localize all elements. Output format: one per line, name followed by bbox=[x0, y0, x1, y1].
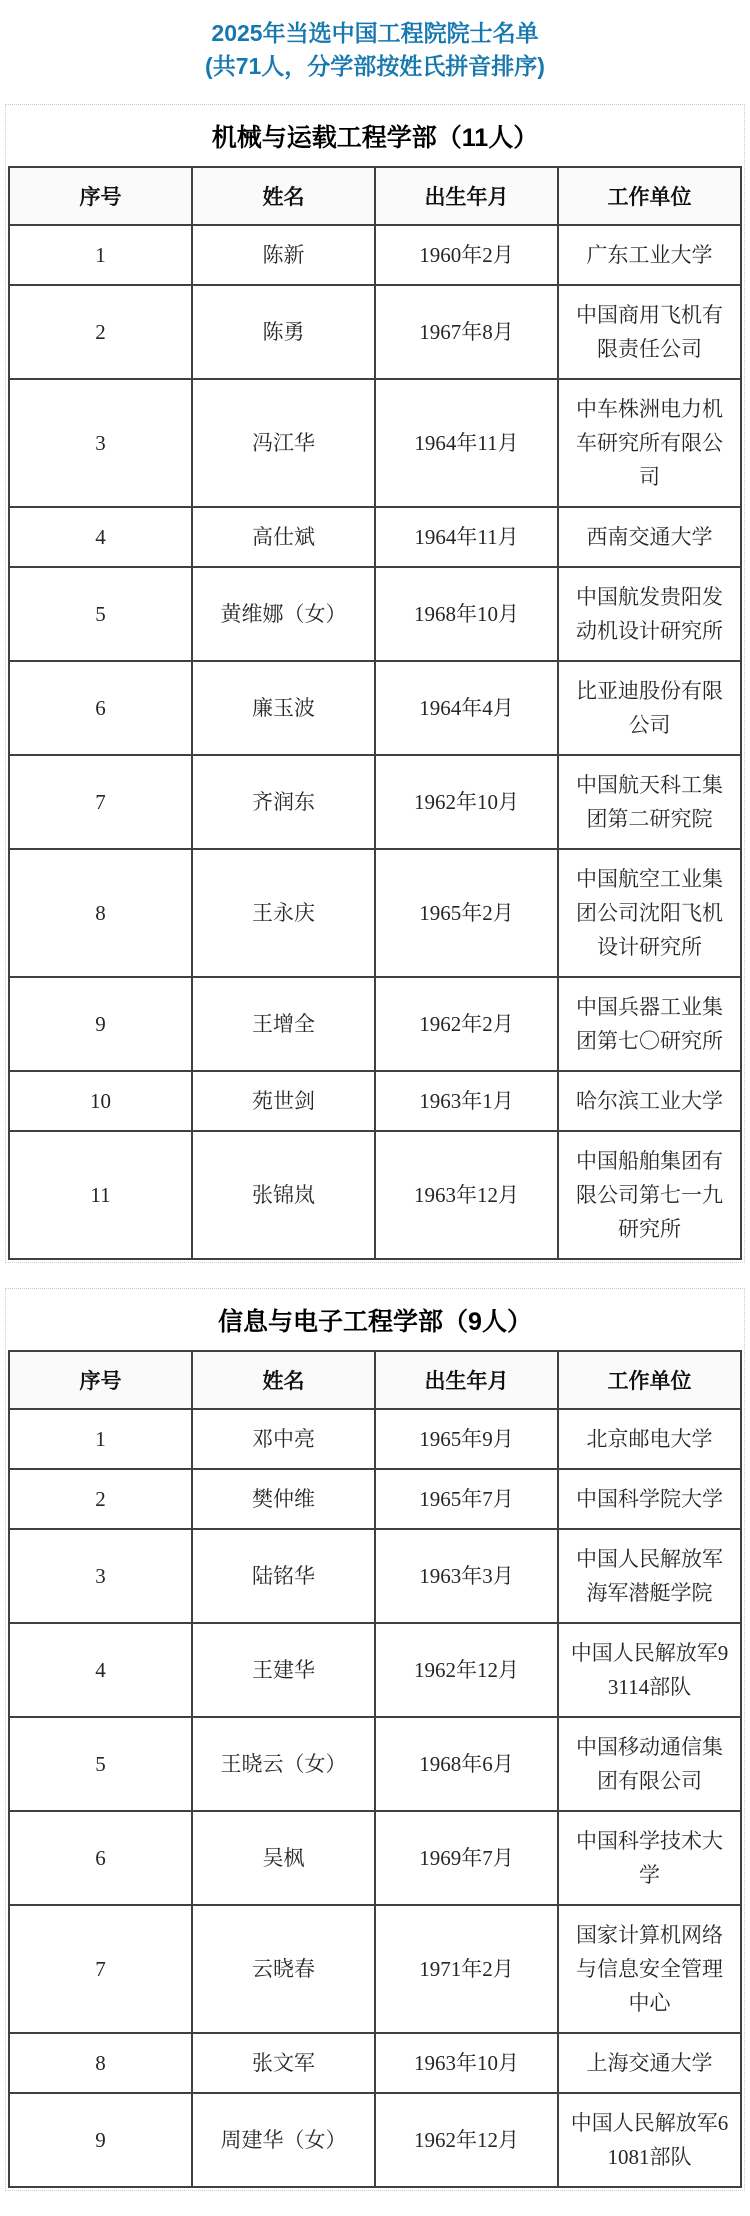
cell-index: 6 bbox=[9, 661, 192, 755]
cell-workunit: 中国移动通信集团有限公司 bbox=[558, 1717, 741, 1811]
cell-birthdate: 1964年11月 bbox=[375, 379, 558, 507]
cell-birthdate: 1962年12月 bbox=[375, 2093, 558, 2187]
cell-name: 王增全 bbox=[192, 977, 375, 1071]
cell-name: 陈勇 bbox=[192, 285, 375, 379]
cell-workunit: 中国人民解放军海军潜艇学院 bbox=[558, 1529, 741, 1623]
cell-index: 9 bbox=[9, 2093, 192, 2187]
table-row bbox=[9, 2093, 741, 2187]
table-row bbox=[9, 849, 741, 977]
cell-index: 4 bbox=[9, 1623, 192, 1717]
cell-index: 10 bbox=[9, 1071, 192, 1131]
cell-index: 2 bbox=[9, 1469, 192, 1529]
table-row bbox=[9, 507, 741, 567]
cell-birthdate: 1969年7月 bbox=[375, 1811, 558, 1905]
table-row bbox=[9, 661, 741, 755]
table-row bbox=[9, 285, 741, 379]
cell-name: 云晓春 bbox=[192, 1905, 375, 2033]
roster-table bbox=[8, 1350, 742, 2188]
column-header: 序号 bbox=[9, 1351, 192, 1409]
cell-birthdate: 1963年10月 bbox=[375, 2033, 558, 2093]
cell-birthdate: 1964年11月 bbox=[375, 507, 558, 567]
cell-name: 王建华 bbox=[192, 1623, 375, 1717]
cell-workunit: 中国人民解放军61081部队 bbox=[558, 2093, 741, 2187]
cell-birthdate: 1971年2月 bbox=[375, 1905, 558, 2033]
section-title: 机械与运载工程学部（11人） bbox=[211, 123, 539, 152]
cell-index: 4 bbox=[9, 507, 192, 567]
cell-name: 吴枫 bbox=[192, 1811, 375, 1905]
cell-index: 9 bbox=[9, 977, 192, 1071]
cell-name: 齐润东 bbox=[192, 755, 375, 849]
cell-birthdate: 1962年12月 bbox=[375, 1623, 558, 1717]
cell-birthdate: 1960年2月 bbox=[375, 225, 558, 285]
cell-index: 8 bbox=[9, 849, 192, 977]
cell-workunit: 中国船舶集团有限公司第七一九研究所 bbox=[558, 1131, 741, 1259]
table-row bbox=[9, 1469, 741, 1529]
cell-name: 黄维娜（女） bbox=[192, 567, 375, 661]
column-header: 工作单位 bbox=[558, 1351, 741, 1409]
cell-name: 王晓云（女） bbox=[192, 1717, 375, 1811]
page-title: 2025年当选中国工程院院士名单 bbox=[211, 20, 539, 46]
table-row bbox=[9, 567, 741, 661]
cell-index: 5 bbox=[9, 1717, 192, 1811]
cell-workunit: 中国科学院大学 bbox=[558, 1469, 741, 1529]
column-header: 姓名 bbox=[192, 1351, 375, 1409]
cell-workunit: 中车株洲电力机车研究所有限公司 bbox=[558, 379, 741, 507]
cell-workunit: 中国科学技术大学 bbox=[558, 1811, 741, 1905]
table-row bbox=[9, 1623, 741, 1717]
cell-workunit: 西南交通大学 bbox=[558, 507, 741, 567]
cell-index: 8 bbox=[9, 2033, 192, 2093]
cell-index: 11 bbox=[9, 1131, 192, 1259]
table-row bbox=[9, 2033, 741, 2093]
department-section bbox=[5, 104, 745, 1263]
cell-workunit: 中国航天科工集团第二研究院 bbox=[558, 755, 741, 849]
cell-birthdate: 1965年2月 bbox=[375, 849, 558, 977]
column-header: 出生年月 bbox=[375, 1351, 558, 1409]
cell-birthdate: 1963年3月 bbox=[375, 1529, 558, 1623]
table-row bbox=[9, 1409, 741, 1469]
column-header: 序号 bbox=[9, 167, 192, 225]
table-row bbox=[9, 1905, 741, 2033]
cell-birthdate: 1967年8月 bbox=[375, 285, 558, 379]
table-row bbox=[9, 977, 741, 1071]
cell-birthdate: 1963年1月 bbox=[375, 1071, 558, 1131]
table-row bbox=[9, 1529, 741, 1623]
table-row bbox=[9, 1717, 741, 1811]
cell-name: 樊仲维 bbox=[192, 1469, 375, 1529]
cell-birthdate: 1968年10月 bbox=[375, 567, 558, 661]
cell-name: 周建华（女） bbox=[192, 2093, 375, 2187]
table-row bbox=[9, 379, 741, 507]
cell-birthdate: 1964年4月 bbox=[375, 661, 558, 755]
cell-name: 张文军 bbox=[192, 2033, 375, 2093]
cell-name: 苑世剑 bbox=[192, 1071, 375, 1131]
table-row bbox=[9, 1811, 741, 1905]
cell-index: 6 bbox=[9, 1811, 192, 1905]
column-header: 出生年月 bbox=[375, 167, 558, 225]
cell-birthdate: 1963年12月 bbox=[375, 1131, 558, 1259]
cell-index: 5 bbox=[9, 567, 192, 661]
cell-workunit: 中国兵器工业集团第七〇研究所 bbox=[558, 977, 741, 1071]
department-section bbox=[5, 1288, 745, 2191]
table-row bbox=[9, 1071, 741, 1131]
table-row bbox=[9, 755, 741, 849]
cell-workunit: 中国航空工业集团公司沈阳飞机设计研究所 bbox=[558, 849, 741, 977]
cell-workunit: 比亚迪股份有限公司 bbox=[558, 661, 741, 755]
cell-birthdate: 1962年2月 bbox=[375, 977, 558, 1071]
cell-birthdate: 1962年10月 bbox=[375, 755, 558, 849]
cell-name: 廉玉波 bbox=[192, 661, 375, 755]
header-row bbox=[9, 1351, 741, 1409]
table-row bbox=[9, 1131, 741, 1259]
cell-index: 1 bbox=[9, 225, 192, 285]
cell-name: 高仕斌 bbox=[192, 507, 375, 567]
cell-workunit: 中国航发贵阳发动机设计研究所 bbox=[558, 567, 741, 661]
page-subtitle: (共71人，分学部按姓氏拼音排序) bbox=[205, 53, 545, 80]
cell-name: 邓中亮 bbox=[192, 1409, 375, 1469]
cell-workunit: 国家计算机网络与信息安全管理中心 bbox=[558, 1905, 741, 2033]
cell-birthdate: 1968年6月 bbox=[375, 1717, 558, 1811]
column-header: 工作单位 bbox=[558, 167, 741, 225]
page-header bbox=[0, 0, 750, 104]
cell-index: 3 bbox=[9, 379, 192, 507]
cell-name: 张锦岚 bbox=[192, 1131, 375, 1259]
cell-workunit: 上海交通大学 bbox=[558, 2033, 741, 2093]
cell-index: 7 bbox=[9, 1905, 192, 2033]
cell-name: 陈新 bbox=[192, 225, 375, 285]
cell-name: 陆铭华 bbox=[192, 1529, 375, 1623]
section-title: 信息与电子工程学部（9人） bbox=[218, 1308, 532, 1337]
cell-index: 3 bbox=[9, 1529, 192, 1623]
sections bbox=[0, 104, 750, 2192]
cell-birthdate: 1965年7月 bbox=[375, 1469, 558, 1529]
roster-table bbox=[8, 166, 742, 1260]
cell-workunit: 哈尔滨工业大学 bbox=[558, 1071, 741, 1131]
cell-index: 1 bbox=[9, 1409, 192, 1469]
table-row bbox=[9, 225, 741, 285]
cell-index: 7 bbox=[9, 755, 192, 849]
cell-index: 2 bbox=[9, 285, 192, 379]
cell-name: 王永庆 bbox=[192, 849, 375, 977]
cell-workunit: 中国人民解放军93114部队 bbox=[558, 1623, 741, 1717]
cell-workunit: 北京邮电大学 bbox=[558, 1409, 741, 1469]
header-row bbox=[9, 167, 741, 225]
column-header: 姓名 bbox=[192, 167, 375, 225]
cell-birthdate: 1965年9月 bbox=[375, 1409, 558, 1469]
cell-name: 冯江华 bbox=[192, 379, 375, 507]
cell-workunit: 中国商用飞机有限责任公司 bbox=[558, 285, 741, 379]
cell-workunit: 广东工业大学 bbox=[558, 225, 741, 285]
